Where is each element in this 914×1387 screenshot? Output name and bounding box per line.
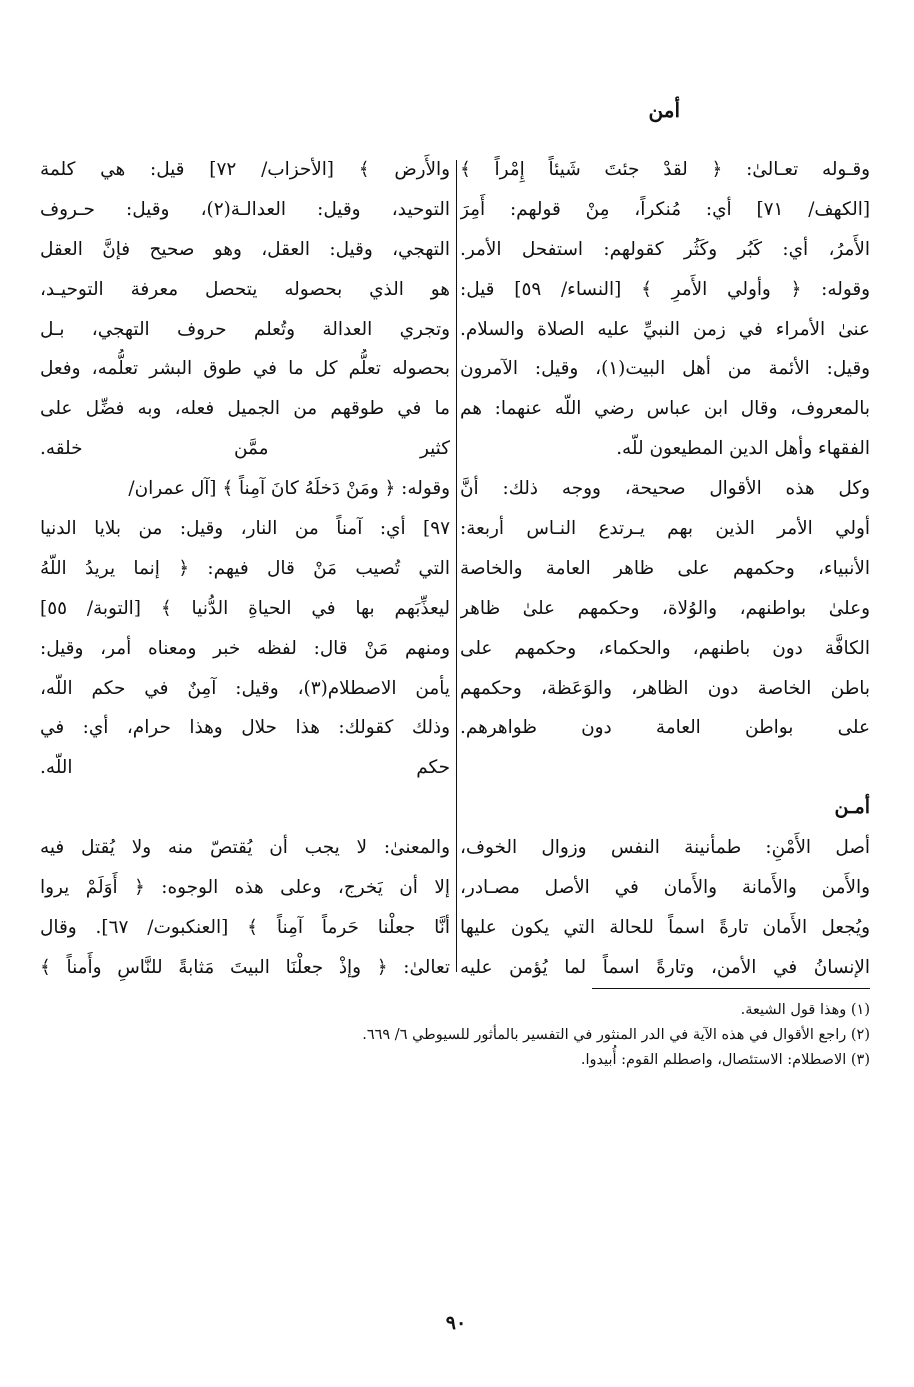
text-line: وعلىٰ بواطنهم، والوُلاة، وحكمهم علىٰ ظاهر [460, 597, 870, 619]
text-line: بحصوله تعلُّم كل ما في طوق البشر تعلُّمه، وفعل [40, 358, 450, 380]
footnote-rule [592, 988, 870, 989]
text-line: التوحيد، وقيل: العدالـة(٢)، وقيل: حـروف [40, 198, 450, 220]
text-line: إلا أن يَخرج، وعلى هذه الوجوه: ﴿ أَوَلَمْ يروا [40, 877, 450, 899]
text-line: [الكهف/ ٧١] أي: مُنكراً، مِنْ قولهم: أَمِرَ [460, 198, 870, 220]
text-line: عنىٰ الأمراء في زمن النبيِّ عليه الصلاة والسلام. [460, 318, 870, 340]
text-line: كثير ممَّن خلقه. [40, 438, 450, 460]
running-head: أمن [648, 98, 680, 122]
text-line: وقوله: ﴿ وأولي الأَمرِ ﴾ [النساء/ ٥٩] قيل: [460, 278, 870, 300]
entry-heading: أمـن [834, 796, 870, 819]
text-line: بالمعروف، وقال ابن عباس رضي اللّه عنهما: هم [460, 398, 870, 420]
footnote: (٢) راجع الأقوال في هذه الآية في الدر المنثور في التفسير بالمأثور للسيوطي ٦/ ٦٦٩. [362, 1027, 870, 1043]
text-line: ومنهم مَنْ قال: لفظه خبر ومعناه أمر، وقيل: [40, 637, 450, 659]
text-line: أنَّا جعلْنا حَرماً آمِناً ﴾ [العنكبوت/ ٦٧]. وقال [40, 916, 450, 938]
text-line: حكم اللّه. [40, 757, 450, 779]
right-column [460, 150, 870, 988]
text-line: الكافَّة دون باطنهم، والحكماء، وحكمهم على [460, 637, 870, 659]
text-line: الأنبياء، وحكمهم على ظاهر العامة والخاصة [460, 557, 870, 579]
text-line: الفقهاء وأهل الدين المطيعون للّه. [616, 438, 870, 460]
text-line: والأَرض ﴾ [الأحزاب/ ٧٢] قيل: هي كلمة [40, 159, 450, 180]
text-line: أولي الأمر الذين بهم يـرتدع النـاس أربعة: [460, 518, 870, 540]
text-line: ما في طوقهم من الجميل فعله، وبه فضِّل على [40, 398, 450, 420]
footnote: (١) وهذا قول الشيعة. [740, 1002, 870, 1018]
text-line [40, 788, 450, 828]
text-line: والأَمن والأَمانة والأَمان في الأصل مصـادر، [460, 877, 870, 899]
text-line: وتجري العدالة وتُعلم حروف التهجي، بـل [40, 318, 450, 340]
text-line: ليعذِّبَهم بها في الحياةِ الدُّنيا ﴾ [التوبة/ ٥٥] [40, 597, 450, 619]
text-line: هو الذي بحصوله يتحصل معرفة التوحيـد، [40, 278, 450, 300]
text-line: الإنسانُ في الأمن، وتارةً اسماً لما يُؤمن عليه [460, 956, 870, 978]
column-divider [456, 160, 457, 972]
text-line: يأمن الاصطلام(٣)، وقيل: آمِنٌ في حكم اللّه، [40, 677, 450, 699]
text-line: ٩٧] أي: آمناً من النار، وقيل: من بلايا الدنيا [40, 518, 450, 540]
text-line: الأَمرُ، أي: كَبُر وكَثُر كقولهم: استفحل الأمر. [460, 238, 870, 260]
text-line: وقيل: الأئمة من أهل البيت(١)، وقيل: الآمرون [460, 358, 870, 380]
text-line: وقـوله تعـالىٰ: ﴿ لقدْ جئتَ شَيئاً إِمْراً ﴾ [460, 159, 870, 180]
text-line: ويُجعل الأَمان تارةً اسماً للحالة التي يكون عليها [460, 916, 870, 938]
text-line: وذلك كقولك: هذا حلال وهذا حرام، أي: في [40, 717, 450, 739]
text-line: تعالىٰ: ﴿ وإذْ جعلْنَا البيتَ مَثابةً للنَّاسِ وأَمناً ﴾ [40, 956, 450, 978]
page-number: ٩٠ [445, 1312, 467, 1334]
text-line: أصل الأَمْنِ: طمأنينة النفس وزوال الخوف، [460, 837, 870, 859]
text-line: والمعنىٰ: لا يجب أن يُقتصّ منه ولا يُقتل فيه [40, 837, 450, 859]
text-line: وقوله: ﴿ ومَنْ دَخلَهُ كانَ آمِناً ﴾ [آل عمران/ [128, 478, 450, 500]
footnotes [44, 998, 870, 1073]
text-line [460, 748, 870, 788]
text-line: على بواطن العامة دون ظواهرهم. [460, 717, 870, 739]
text-line: التي تُصيب مَنْ قال فيهم: ﴿ إنما يريدُ اللّهُ [40, 557, 450, 579]
text-line: وكل هذه الأقوال صحيحة، ووجه ذلك: أنَّ [460, 478, 870, 500]
text-line: باطن الخاصة دون الظاهر، والوَعَظة، وحكمهم [460, 677, 870, 699]
left-column [40, 150, 450, 988]
text-line: التهجي، وقيل: العقل، وهو صحيح فإنَّ العقل [40, 238, 450, 260]
footnote: (٣) الاصطلام: الاستئصال، واصطلم القوم: أُبيدوا. [580, 1052, 870, 1068]
